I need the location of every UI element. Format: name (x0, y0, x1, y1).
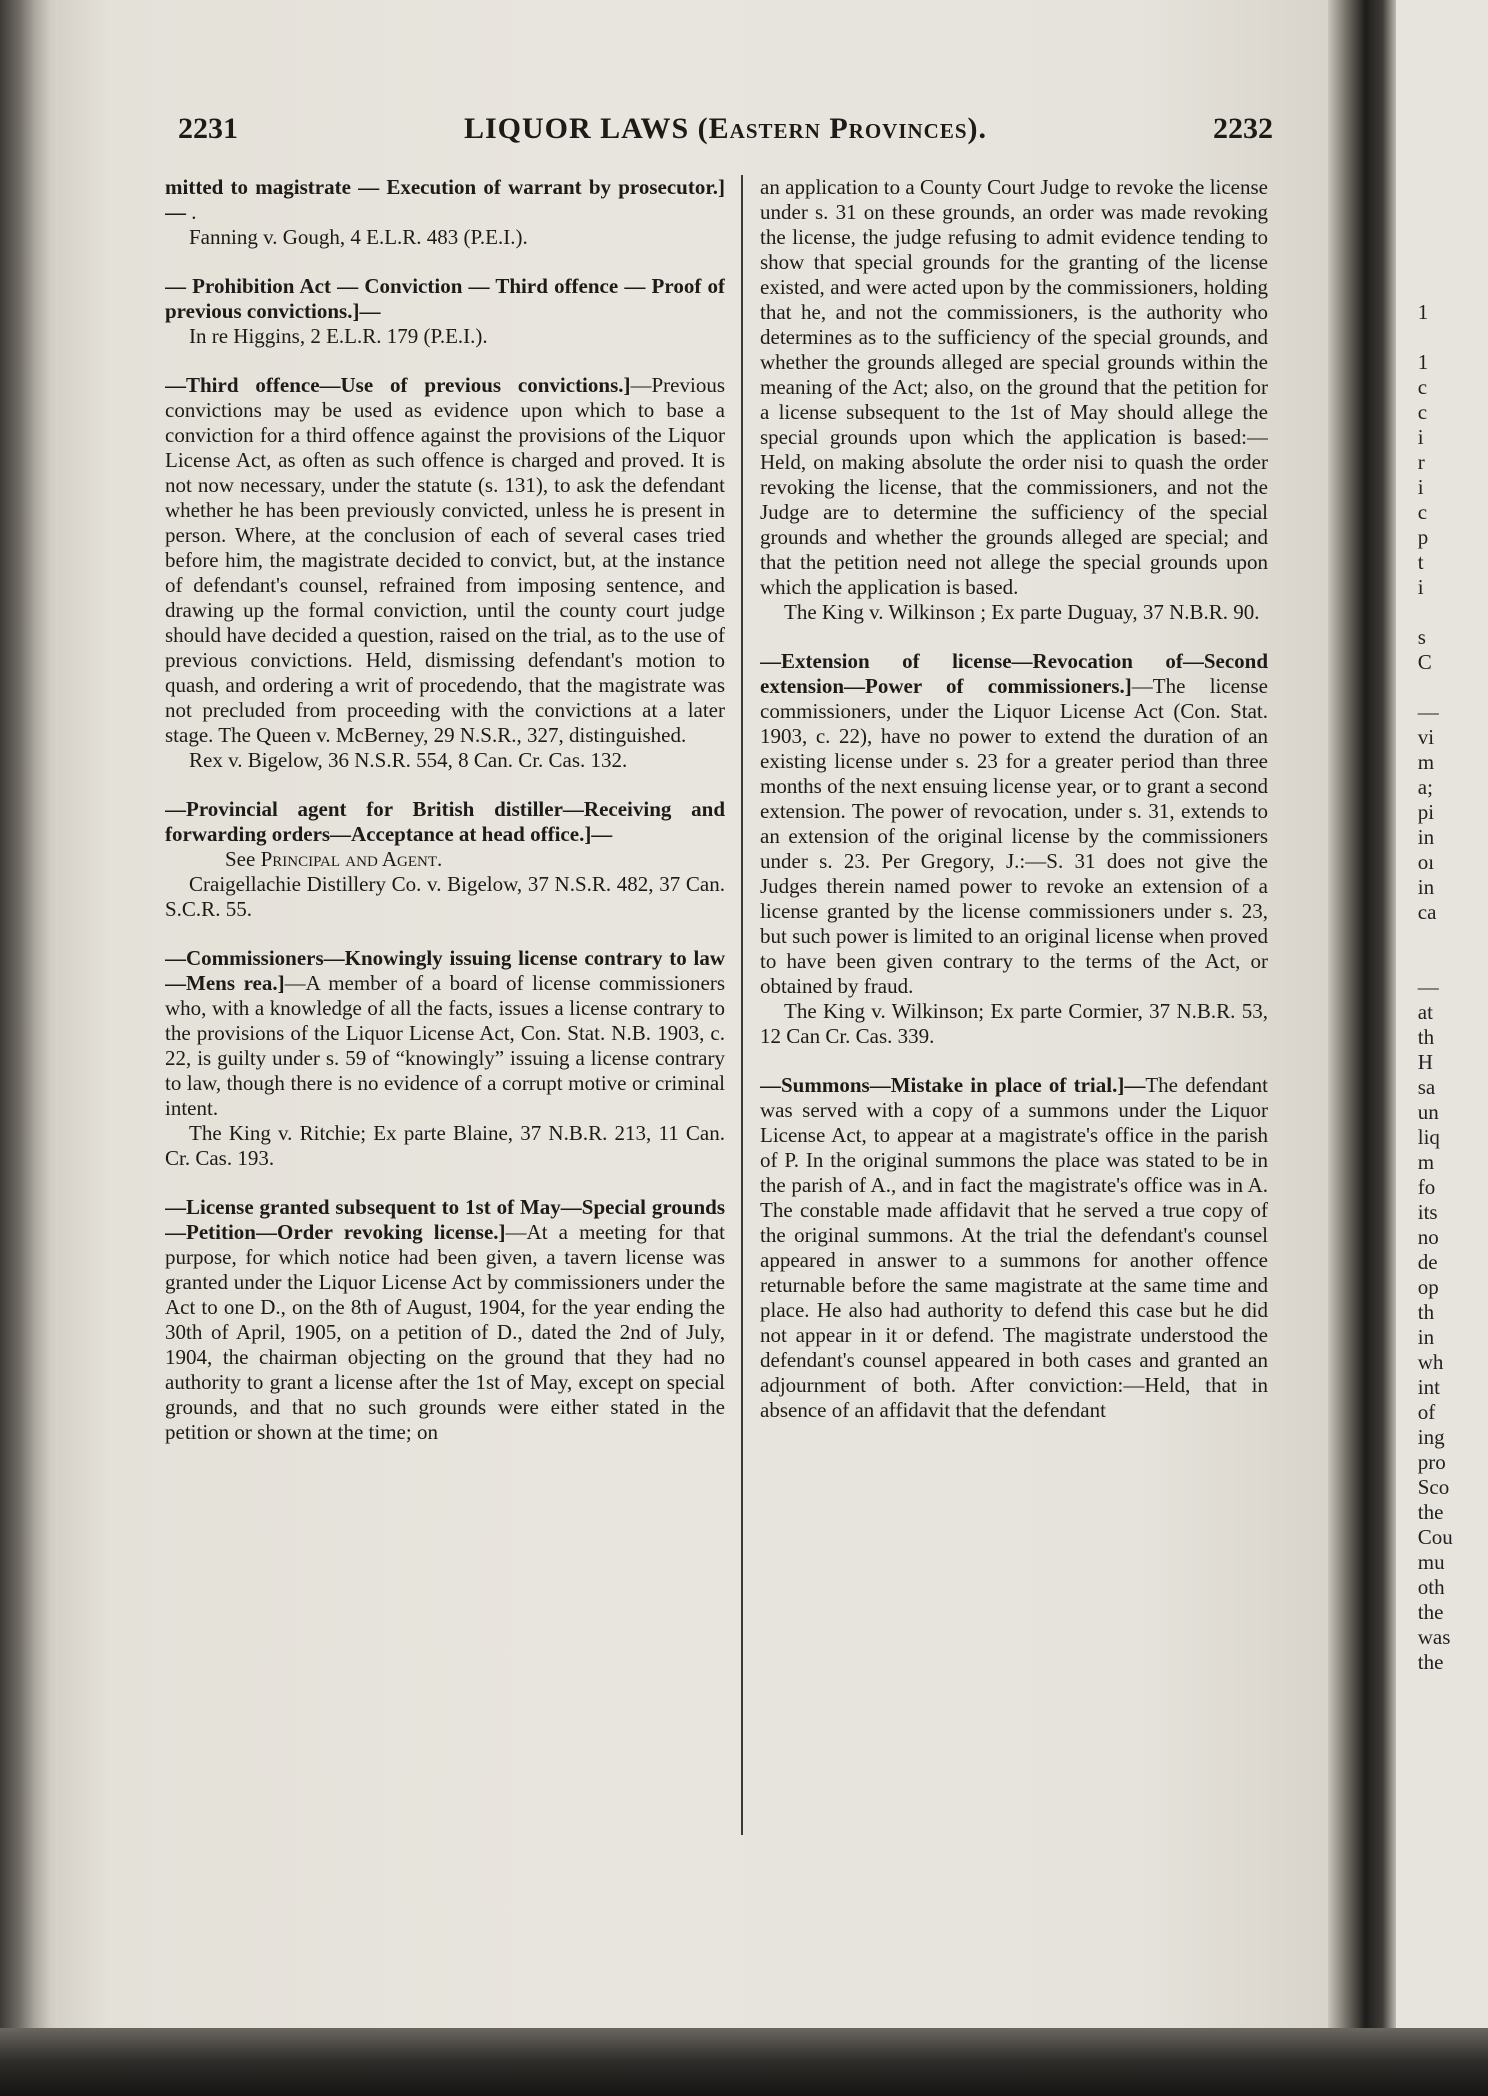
digest-entry (165, 274, 725, 349)
entry-body: —The license commissioners, under the Liquor License Act (Con. Stat. 1903, c. 22), have no power to extend the duration of an existing license under s. 23 for a greater period than three months of the next ensuing license year, or to grant a second extension. The power of revocation, under s. 31, extends to an extension of the original license by the commissioners under s. 23. Per Gregory, J.:—S. 31 does not give the Judges therein named power to revoke an extension of a license granted by the license commissioners under s. 23, but such power is limited to an original license when proved to have been given contrary to the terms of the Act, or obtained by fraud. (760, 674, 1268, 998)
digest-entry (760, 1073, 1268, 1423)
digest-entry (165, 1195, 725, 1445)
running-title-smallcaps: Eastern Provinces (708, 112, 968, 145)
entry-heading: — Prohibition Act — Conviction — Third offence — Proof of previous convictions.]— (165, 274, 725, 323)
running-title-main: LIQUOR LAWS ( (463, 112, 709, 145)
digest-entry (760, 175, 1268, 625)
entry-text (760, 175, 1268, 600)
running-title (178, 112, 1273, 146)
entry-body: —Previous convictions may be used as evidence upon which to base a conviction for a third offence against the provisions of the Liquor License Act, as often as such offence is charged and proved. It is not now necessary, under the statute (s. 131), to ask the defendant whether he has been previously convicted, unless he is present in person. Where, at the conclusion of each of several cases tried before him, the magistrate decided to convict, but, at the instance of defendant's counsel, refrained from imposing sentence, and drawing up the formal conviction, until the county court judge should have decided a question, raised on the trial, as to the use of previous convictions. Held, dismissing defendant's motion to quash, and ordering a writ of procedendo, that the magistrate was not precluded from proceeding with the convictions at a later stage. The Queen v. McBerney, 29 N.S.R., 327, distinguished. (165, 373, 725, 747)
book-gutter (1328, 0, 1396, 2050)
entry-text (165, 1195, 725, 1445)
entry-text (165, 946, 725, 1121)
entry-text (165, 274, 725, 324)
entry-body: an application to a County Court Judge to revoke the license under s. 31 on these grounds, an order was made revoking the license, the judge refusing to admit evidence tending to show that special grounds for the granting of the license existed, and were acted upon by the commissioners, holding that he, and not the commissioners, is the authority who determines as to the sufficiency of the special grounds, and whether the grounds alleged are special grounds within the meaning of the Act; also, on the ground that the petition for a license subsequent to the 1st of May should allege the special grounds upon which the application is based:—Held, on making absolute the order nisi to quash the order revoking the license, that the commissioners, and not the Judge are to determine the sufficiency of the special grounds and whether the grounds alleged are special; and that the petition need not allege the special grounds upon which the application is based. (760, 175, 1268, 599)
see-reference (165, 847, 725, 872)
entry-text (165, 373, 725, 748)
entry-text (165, 175, 725, 225)
case-citation: The King v. Ritchie; Ex parte Blaine, 37 N.B.R. 213, 11 Can. Cr. Cas. 193. (165, 1121, 725, 1170)
entry-body: . (186, 200, 197, 224)
case-citation: Rex v. Bigelow, 36 N.S.R. 554, 8 Can. Cr. Cas. 132. (189, 748, 628, 772)
case-citation: The King v. Wilkinson ; Ex parte Duguay, 37 N.B.R. 90. (784, 600, 1260, 624)
case-citation: In re Higgins, 2 E.L.R. 179 (P.E.I.). (189, 324, 488, 348)
column-divider (741, 175, 743, 1835)
case-citation: Craigellachie Distillery Co. v. Bigelow, 37 N.S.R. 482, 37 Can. S.C.R. 55. (165, 872, 725, 921)
running-header (178, 112, 1273, 162)
entry-heading: —Extension of license—Revocation of—Second extension—Power of commissioners.] (760, 649, 1268, 698)
facing-page-fragments: 1 1 c c i r i c p t i s C — vi m a; pi in oı in ca — at th H sa un liq m fo its no de op th in wh int of ing pro Sco the Cou mu oth the was the (1417, 300, 1453, 1674)
entry-text (165, 797, 725, 847)
entry-body: —A member of a board of license commissioners who, with a knowledge of all the facts, issues a license contrary to the provisions of the Liquor License Act, Con. Stat. N.B. 1903, c. 22, is guilty under s. 59 of “knowingly” issuing a license contrary to law, though there is no evidence of a corrupt motive or criminal intent. (165, 971, 725, 1120)
book-binding-edge (0, 0, 62, 2096)
digest-entry (165, 946, 725, 1171)
entry-heading: —License granted subsequent to 1st of May—Special grounds—Petition—Order revoking license.] (165, 1195, 725, 1244)
entry-body: The defendant was served with a copy of a summons under the Liquor License Act, to appear at a magistrate's office in the parish of P. In the original summons the place was stated to be in the parish of A., and in fact the magistrate's office was in A. The constable made affidavit that he served a true copy of the original summons. At the trial the defendant's counsel appeared in answer to a summons for another offence returnable before the same magistrate at the same time and place. He also had authority to defend this case but he did not appear in it or defend. The magistrate understood the defendant's counsel appeared in both cases and granted an adjournment of both. After conviction:—Held, that in absence of an affidavit that the defendant (760, 1073, 1268, 1422)
right-text-column (760, 175, 1268, 2025)
digest-entry (165, 175, 725, 250)
right-page-number: 2232 (1213, 112, 1273, 145)
entry-heading: —Third offence—Use of previous convictions.] (165, 373, 631, 397)
bottom-shadow (0, 2028, 1488, 2096)
facing-page-edge (1396, 0, 1488, 2046)
entry-text (760, 649, 1268, 999)
digest-entry (165, 797, 725, 922)
entry-text (760, 1073, 1268, 1423)
running-title-end: ). (967, 112, 988, 145)
entry-heading: —Summons—Mistake in place of trial.]— (760, 1073, 1146, 1097)
digest-entry (165, 373, 725, 773)
entry-heading: —Provincial agent for British distiller—Receiving and forwarding orders—Acceptance at head office.]— (165, 797, 725, 846)
case-citation: Fanning v. Gough, 4 E.L.R. 483 (P.E.I.). (189, 225, 528, 249)
entry-heading: mitted to magistrate — Execution of warrant by prosecutor.]— (165, 175, 725, 224)
see-target: Principal and Agent. (260, 847, 443, 871)
entry-body: —At a meeting for that purpose, for which notice had been given, a tavern license was granted under the Liquor License Act by commissioners under the Act to one D., on the 8th of August, 1904, for the year ending the 30th of April, 1905, on a petition of D., dated the 2nd of July, 1904, the chairman objecting on the ground that they had no authority to grant a license after the 1st of May, except on special grounds, and that no such grounds were either stated in the petition or shown at the time; on (165, 1220, 725, 1444)
entry-heading: —Commissioners—Knowingly issuing license contrary to law—Mens rea.] (165, 946, 725, 995)
digest-entry (760, 649, 1268, 1049)
see-prefix: See (225, 847, 261, 871)
case-citation: The King v. Wilkinson; Ex parte Cormier, 37 N.B.R. 53, 12 Can Cr. Cas. 339. (760, 999, 1268, 1048)
left-text-column (165, 175, 725, 2025)
left-page-number: 2231 (178, 112, 238, 145)
